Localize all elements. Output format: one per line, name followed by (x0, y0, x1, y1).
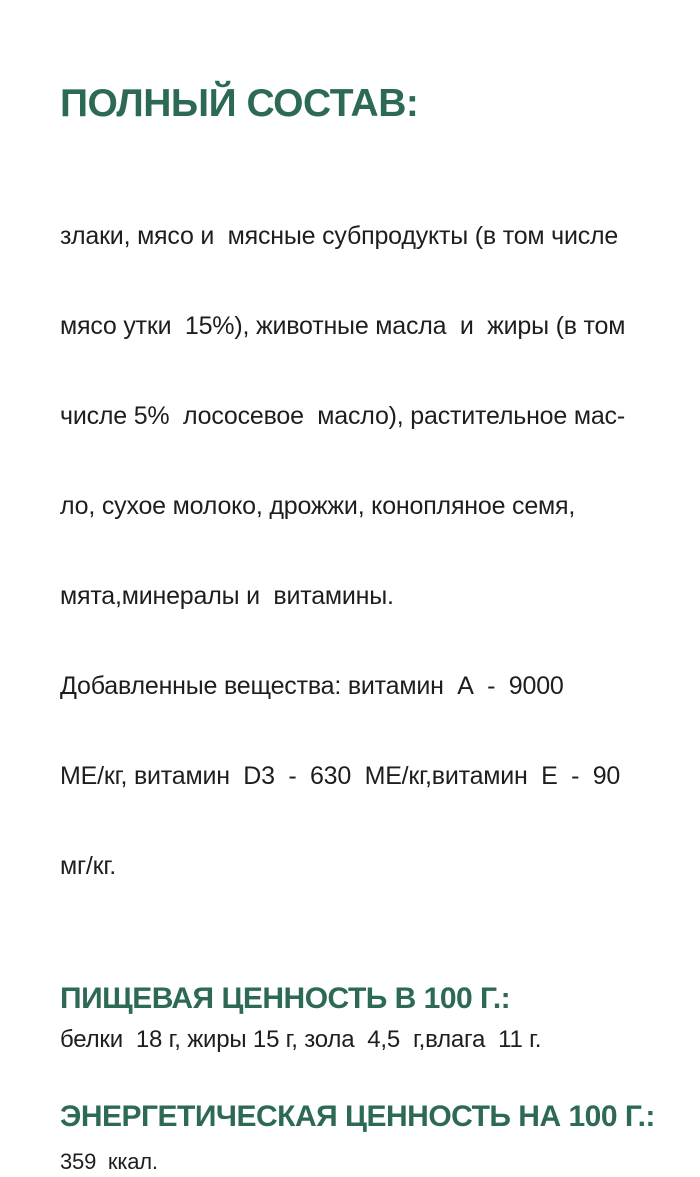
composition-line: мг/кг. (60, 852, 117, 880)
energy-value: 359 ккал. (60, 1149, 158, 1174)
nutrition-values: белки 18 г, жиры 15 г, зола 4,5 г,влага 11 г. (60, 1026, 542, 1053)
composition-line: мясо утки 15%), животные масла и жиры (в том (60, 312, 626, 340)
composition-line: Добавленные вещества: витамин А - 9000 (60, 672, 564, 700)
energy-heading: ЭНЕРГЕТИЧЕСКАЯ ЦЕННОСТЬ НА 100 Г.: (60, 1100, 655, 1133)
composition-heading: ПОЛНЫЙ СОСТАВ: (60, 82, 419, 125)
composition-paragraph (60, 161, 670, 941)
composition-line: МЕ/кг, витамин D3 - 630 МЕ/кг,витамин Е - 90 (60, 762, 621, 790)
composition-line: числе 5% лососевое масло), растительное мас- (60, 402, 625, 430)
composition-line: злаки, мясо и мясные субпродукты (в том числе (60, 222, 619, 250)
nutrition-heading: ПИЩЕВАЯ ЦЕННОСТЬ В 100 Г.: (60, 982, 511, 1015)
composition-line: ло, сухое молоко, дрожжи, конопляное семя, (60, 492, 576, 520)
composition-line: мята,минералы и витамины. (60, 582, 394, 610)
